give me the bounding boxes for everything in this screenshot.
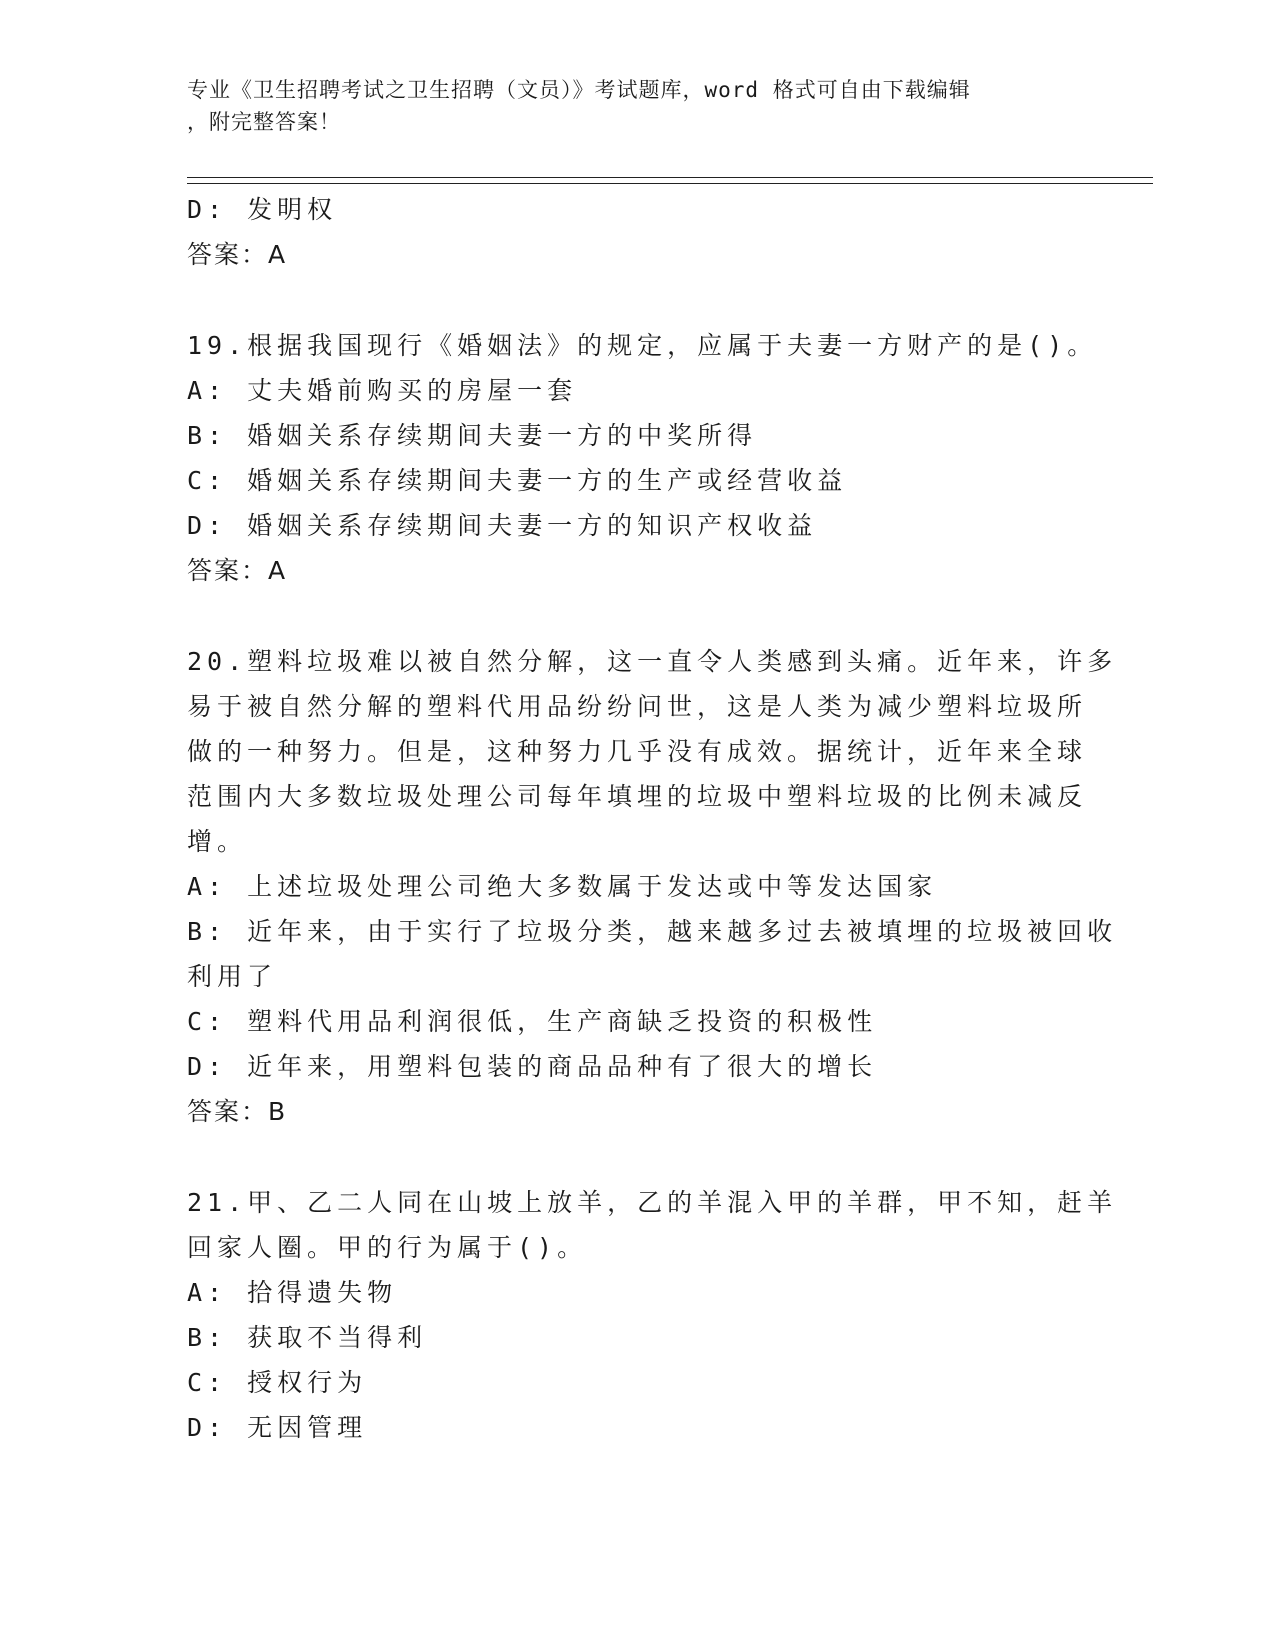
option-d: D: 无因管理 <box>187 1413 368 1442</box>
header-divider <box>187 177 1153 184</box>
answer-line: 答案：A <box>187 556 288 585</box>
question-stem-line: 回家人圈。甲的行为属于()。 <box>187 1233 588 1262</box>
question-21 <box>187 1180 1118 1450</box>
question-stem-line: 易于被自然分解的塑料代用品纷纷问世，这是人类为减少塑料垃圾所 <box>187 692 1088 721</box>
question-19 <box>187 323 1098 593</box>
option-b: B: 近年来，由于实行了垃圾分类，越来越多过去被填埋的垃圾被回收 <box>187 917 1118 946</box>
option-c: C: 塑料代用品利润很低，生产商缺乏投资的积极性 <box>187 1007 878 1036</box>
question-stem-line: 做的一种努力。但是，这种努力几乎没有成效。据统计，近年来全球 <box>187 737 1088 766</box>
option-d: D: 发明权 <box>187 195 338 224</box>
option-a: A: 丈夫婚前购买的房屋一套 <box>187 376 578 405</box>
answer-line: 答案：A <box>187 240 288 269</box>
document-body <box>187 187 1118 1450</box>
option-b-continued: 利用了 <box>187 962 278 991</box>
option-a: A: 拾得遗失物 <box>187 1278 398 1307</box>
option-c: C: 婚姻关系存续期间夫妻一方的生产或经营收益 <box>187 466 848 495</box>
option-a: A: 上述垃圾处理公司绝大多数属于发达或中等发达国家 <box>187 872 938 901</box>
option-d: D: 婚姻关系存续期间夫妻一方的知识产权收益 <box>187 511 818 540</box>
header-line-1: 专业《卫生招聘考试之卫生招聘（文员）》考试题库，word 格式可自由下载编辑 <box>187 78 971 102</box>
page-header <box>187 74 1067 138</box>
question-stem-line: 增。 <box>187 827 248 856</box>
question-stem-line: 20.塑料垃圾难以被自然分解，这一直令人类感到头痛。近年来，许多 <box>187 647 1118 676</box>
question-stem: 19.根据我国现行《婚姻法》的规定，应属于夫妻一方财产的是()。 <box>187 331 1098 360</box>
option-b: B: 婚姻关系存续期间夫妻一方的中奖所得 <box>187 421 758 450</box>
question-stem-line: 范围内大多数垃圾处理公司每年填埋的垃圾中塑料垃圾的比例未减反 <box>187 782 1088 811</box>
question-stem-line: 21.甲、乙二人同在山坡上放羊，乙的羊混入甲的羊群，甲不知，赶羊 <box>187 1188 1118 1217</box>
header-line-2: ，附完整答案！ <box>187 110 341 134</box>
answer-line: 答案：B <box>187 1097 288 1126</box>
option-c: C: 授权行为 <box>187 1368 368 1397</box>
question-20 <box>187 639 1118 1134</box>
carryover-block <box>187 187 1087 277</box>
option-b: B: 获取不当得利 <box>187 1323 428 1352</box>
option-d: D: 近年来，用塑料包装的商品品种有了很大的增长 <box>187 1052 878 1081</box>
